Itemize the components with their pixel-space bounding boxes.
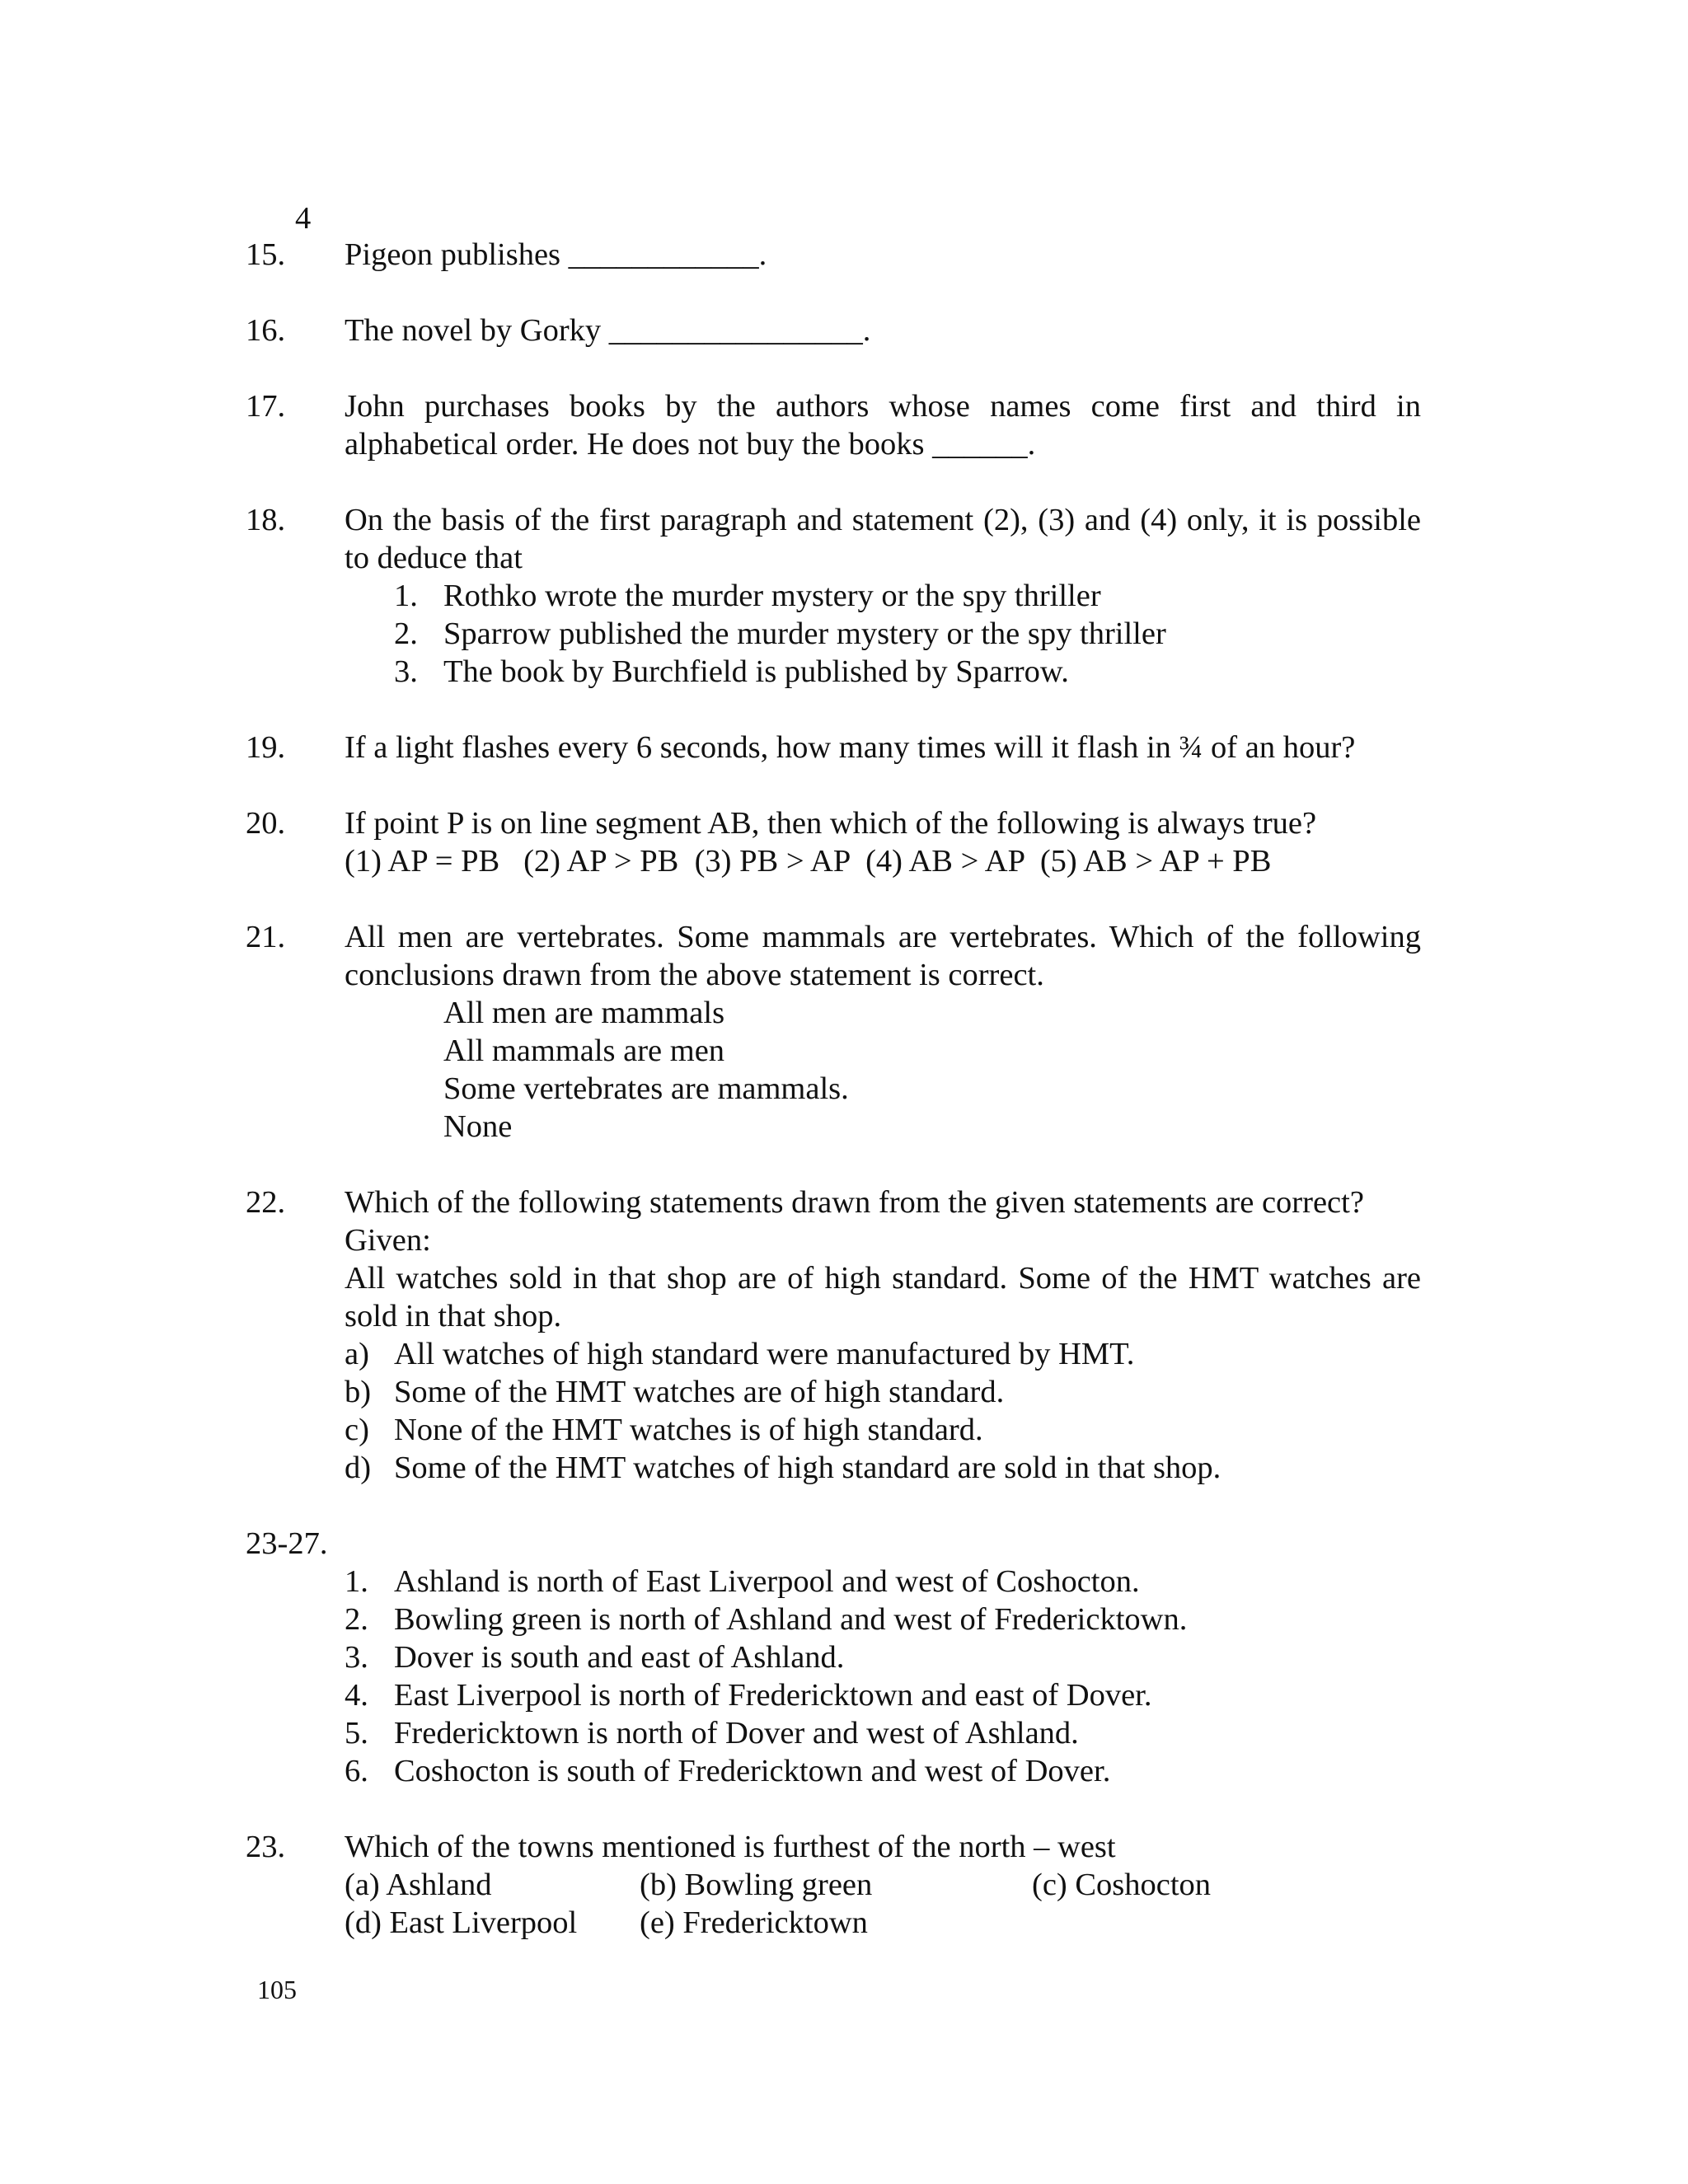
statement-text: Coshocton is south of Fredericktown and west of Dover. — [394, 1754, 1111, 1788]
question-23-option-b: (b) Bowling green — [640, 1868, 873, 1902]
statement-marker: 2. — [345, 1602, 368, 1637]
question-17-number: 17. — [246, 389, 286, 424]
option-text: Some of the HMT watches are of high standard. — [394, 1375, 1005, 1409]
question-22-option-d — [345, 1449, 1221, 1487]
question-set-23-27-label: 23-27. — [246, 1526, 328, 1561]
question-15-number: 15. — [246, 237, 286, 272]
question-19-number: 19. — [246, 730, 286, 765]
question-21-option-2: All mammals are men — [443, 1033, 725, 1068]
statement-marker: 4. — [345, 1678, 368, 1713]
option-marker: a) — [345, 1337, 369, 1371]
question-23-option-a: (a) Ashland — [345, 1868, 492, 1902]
question-18-option-2 — [394, 615, 1166, 653]
option-text: The book by Burchfield is published by Sparrow. — [443, 654, 1069, 689]
statement-4 — [345, 1676, 1152, 1714]
statement-6 — [345, 1752, 1110, 1790]
option-marker: 3. — [394, 654, 418, 689]
question-23-number: 23. — [246, 1830, 286, 1864]
statement-marker: 5. — [345, 1716, 368, 1750]
question-16-text: The novel by Gorky ________________. — [345, 313, 871, 348]
question-20-options: (1) AP = PB (2) AP > PB (3) PB > AP (4) AB > AP (5) AB > AP + PB — [345, 844, 1272, 879]
statement-text: East Liverpool is north of Fredericktown and east of Dover. — [394, 1678, 1152, 1713]
statement-marker: 6. — [345, 1754, 368, 1788]
question-23-option-c: (c) Coshocton — [1032, 1868, 1212, 1902]
question-18-number: 18. — [246, 503, 286, 537]
statement-marker: 1. — [345, 1564, 368, 1599]
question-18-option-3 — [394, 653, 1069, 691]
question-16-number: 16. — [246, 313, 286, 348]
statement-1 — [345, 1563, 1140, 1601]
question-21-option-3: Some vertebrates are mammals. — [443, 1071, 849, 1106]
question-22-number: 22. — [246, 1185, 286, 1220]
statement-3 — [345, 1638, 844, 1676]
question-23-option-e: (e) Fredericktown — [640, 1905, 868, 1940]
statement-text: Dover is south and east of Ashland. — [394, 1640, 845, 1675]
question-20-text: If point P is on line segment AB, then which of the following is always true? — [345, 806, 1317, 841]
statement-text: Bowling green is north of Ashland and west of Fredericktown. — [394, 1602, 1188, 1637]
question-18-option-1 — [394, 577, 1101, 615]
question-23-text: Which of the towns mentioned is furthest of the north – west — [345, 1830, 1116, 1864]
option-text: Rothko wrote the murder mystery or the spy thriller — [443, 579, 1101, 613]
question-20-number: 20. — [246, 806, 286, 841]
question-21-text: All men are vertebrates. Some mammals are vertebrates. Which of the following conclusions drawn from the above statement is correct. — [345, 920, 1421, 992]
statement-text: Fredericktown is north of Dover and west of Ashland. — [394, 1716, 1079, 1750]
question-22-option-a — [345, 1335, 1134, 1373]
option-text: Sparrow published the murder mystery or the spy thriller — [443, 616, 1166, 651]
question-21-option-1: All men are mammals — [443, 996, 725, 1030]
statement-5 — [345, 1714, 1079, 1752]
question-18-text: On the basis of the first paragraph and statement (2), (3) and (4) only, it is possible to deduce that — [345, 503, 1421, 575]
question-21-number: 21. — [246, 920, 286, 954]
question-21-option-4: None — [443, 1109, 513, 1144]
option-marker: c) — [345, 1413, 369, 1447]
option-marker: 1. — [394, 579, 418, 613]
question-22-option-b — [345, 1373, 1004, 1411]
statement-marker: 3. — [345, 1640, 368, 1675]
option-marker: 2. — [394, 616, 418, 651]
page-number: 105 — [257, 1975, 297, 2004]
option-text: None of the HMT watches is of high standard. — [394, 1413, 983, 1447]
question-19-text: If a light flashes every 6 seconds, how many times will it flash in ¾ of an hour? — [345, 730, 1356, 765]
question-22-option-c — [345, 1411, 983, 1449]
option-text: Some of the HMT watches of high standard are sold in that shop. — [394, 1451, 1221, 1485]
statement-2 — [345, 1601, 1187, 1638]
question-22-given-text: All watches sold in that shop are of high standard. Some of the HMT watches are sold in that shop. — [345, 1261, 1421, 1333]
question-22-given-label: Given: — [345, 1223, 431, 1258]
option-marker: d) — [345, 1451, 372, 1485]
question-23-option-d: (d) East Liverpool — [345, 1905, 578, 1940]
question-17-text: John purchases books by the authors whose names come first and third in alphabetical order. He does not buy the books ______. — [345, 389, 1421, 462]
question-22-text: Which of the following statements drawn from the given statements are correct? — [345, 1185, 1364, 1220]
statement-text: Ashland is north of East Liverpool and west of Coshocton. — [394, 1564, 1140, 1599]
page-top-label: 4 — [295, 201, 312, 236]
option-marker: b) — [345, 1375, 372, 1409]
question-15-text: Pigeon publishes ____________. — [345, 237, 767, 272]
option-text: All watches of high standard were manufactured by HMT. — [394, 1337, 1135, 1371]
